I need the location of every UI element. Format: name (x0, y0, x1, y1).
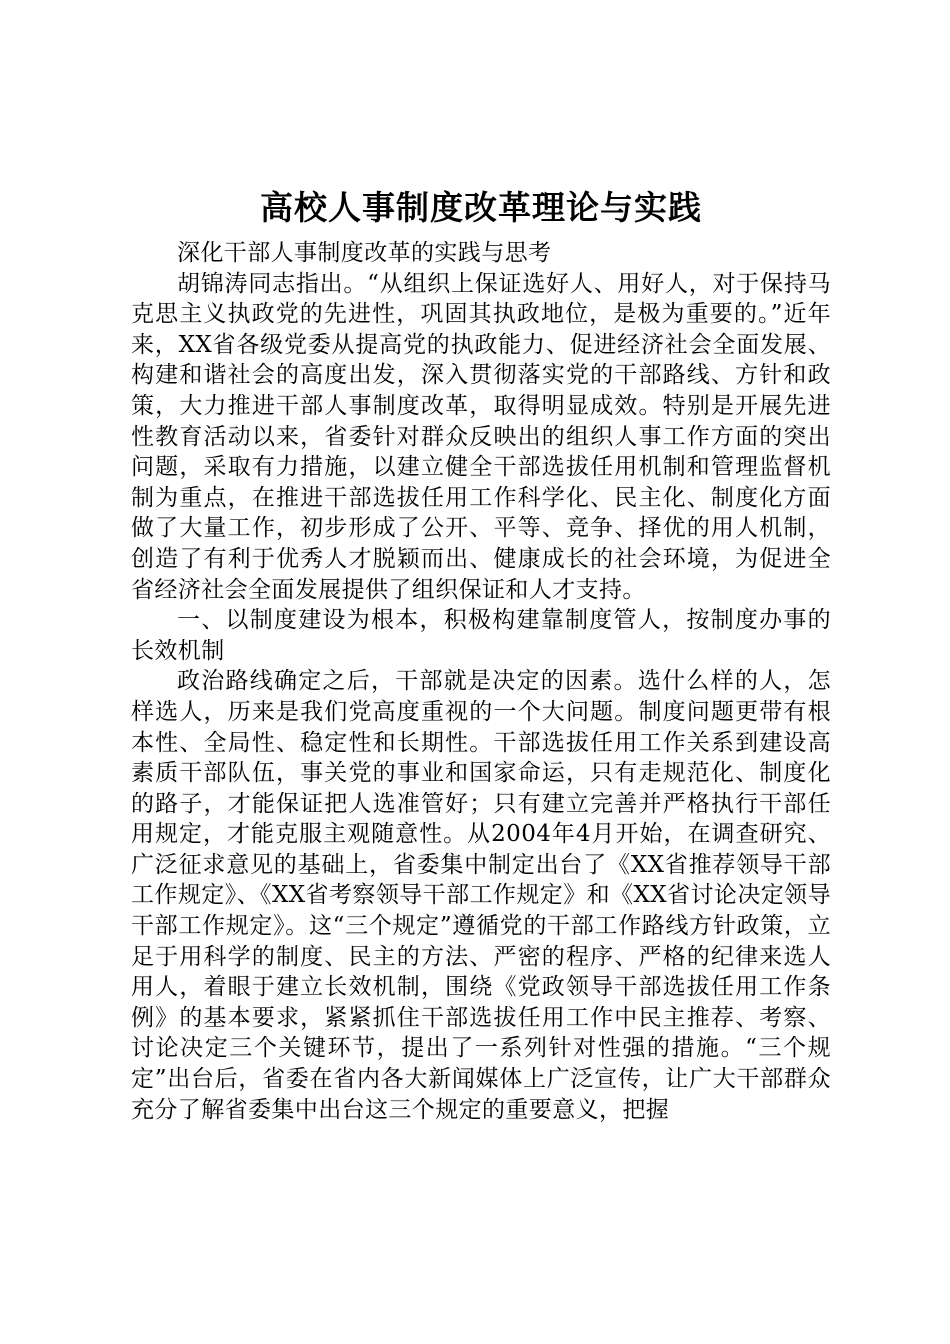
document-body (131, 180, 831, 1125)
section-heading: 一、以制度建设为根本，积极构建靠制度管人，按制度办事的长效机制 (131, 607, 831, 664)
body-paragraph: 政治路线确定之后，干部就是决定的因素。选什么样的人，怎样选人，历来是我们党高度重视的一个大问题。制度问题更带有根本性、全局性、稳定性和长期性。干部选拔任用工作关系到建设高素质干部队伍，事关党的事业和国家命运，只有走规范化、制度化的路子，才能保证把人选准管好；只有建立完善并严格执行干部任用规定，才能克服主观随意性。从2004年4月开始，在调查研究、广泛征求意见的基础上，省委集中制定出台了《XX省推荐领导干部工作规定》、《XX省考察领导干部工作规定》和《XX省讨论决定领导干部工作规定》。这“三个规定”遵循党的干部工作路线方针政策，立足于用科学的制度、民主的方法、严密的程序、严格的纪律来选人用人，着眼于建立长效机制，围绕《党政领导干部选拔任用工作条例》的基本要求，紧紧抓住干部选拔任用工作中民主推荐、考察、讨论决定三个关键环节，提出了一系列针对性强的措施。“三个规定”出台后，省委在省内各大新闻媒体上广泛宣传，让广大干部群众充分了解省委集中出台这三个规定的重要意义，把握 (131, 668, 831, 1123)
subtitle-paragraph: 深化干部人事制度改革的实践与思考 (177, 240, 552, 266)
document-title: 高校人事制度改革理论与实践 (260, 188, 702, 227)
body-paragraph: 胡锦涛同志指出。“从组织上保证选好人、用好人，对于保持马克思主义执政党的先进性，巩固其执政地位，是极为重要的。”近年来，XX省各级党委从提高党的执政能力、促进经济社会全面发展、构建和谐社会的高度出发，深入贯彻落实党的干部路线、方针和政策，大力推进干部人事制度改革，取得明显成效。特别是开展先进性教育活动以来，省委针对群众反映出的组织人事工作方面的突出问题，采取有力措施，以建立健全干部选拔任用机制和管理监督机制为重点，在推进干部选拔任用工作科学化、民主化、制度化方面做了大量工作，初步形成了公开、平等、竞争、择优的用人机制，创造了有利于优秀人才脱颖而出、健康成长的社会环境，为促进全省经济社会全面发展提供了组织保证和人才支持。 (131, 270, 831, 603)
